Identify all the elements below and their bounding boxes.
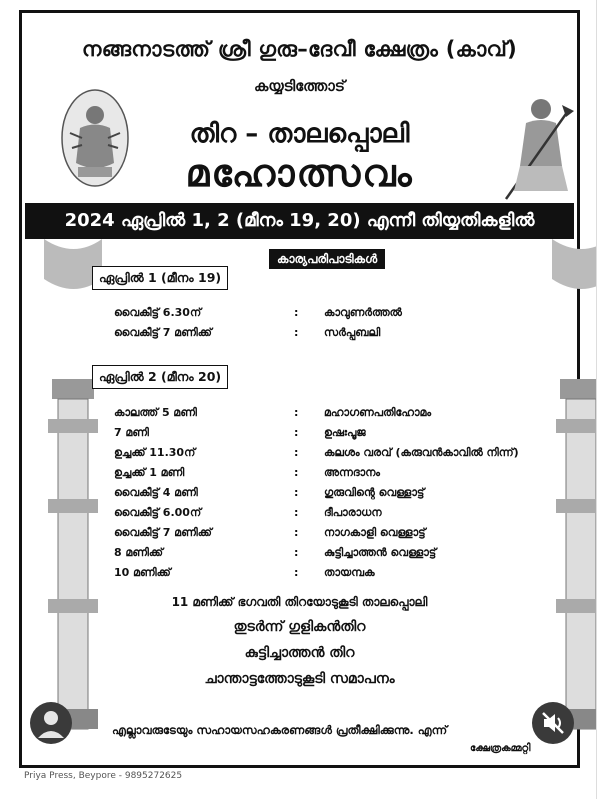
row-event: ഗുരുവിന്റെ വെള്ളാട്ട്	[324, 486, 425, 499]
day2-row	[114, 404, 544, 422]
temple-title: നങ്ങനാടത്ത് ശ്രീ ഗുരു–ദേവീ ക്ഷേത്രം (കാവ്)	[81, 37, 518, 61]
speaker-muted-icon[interactable]	[532, 702, 574, 744]
day2-row	[114, 564, 544, 582]
row-event: മഹാഗണപതിഹോമം	[324, 406, 432, 419]
day2-row	[114, 544, 544, 562]
row-colon: :	[294, 506, 299, 519]
row-event: ദീപാരാധന	[324, 506, 382, 519]
row-colon: :	[294, 306, 299, 319]
day1-label: ഏപ്രിൽ 1 (മീനം 19)	[92, 266, 228, 290]
festival-main-title: മഹോത്സവം	[185, 151, 414, 195]
footer-signature: ക്ഷേത്രകമ്മറ്റി	[470, 743, 531, 754]
closing-line-4: ചാന്താട്ടത്തോടുകൂടി സമാപനം	[204, 671, 395, 687]
day1-row	[114, 304, 544, 322]
user-avatar-icon[interactable]	[30, 702, 72, 744]
day2-row	[114, 424, 544, 442]
row-time: കാലത്ത് 5 മണി	[114, 406, 197, 419]
row-event: നാഗകാളി വെള്ളാട്ട്	[324, 526, 426, 539]
row-colon: :	[294, 326, 299, 339]
row-time: വൈകീട്ട് 7 മണിക്ക്	[114, 526, 212, 539]
row-event: തായമ്പക	[324, 566, 375, 579]
programs-label: കാര്യപരിപാടികൾ	[269, 249, 385, 269]
row-event: കുട്ടിച്ചാത്തൻ വെള്ളാട്ട്	[324, 546, 437, 559]
closing-line-1: 11 മണിക്ക് ഭഗവതി തിറയോടുകൂടി താലപ്പൊലി	[171, 595, 428, 609]
temple-place: കയ്യടിത്തോട്	[254, 77, 345, 95]
row-colon: :	[294, 526, 299, 539]
day2-row	[114, 524, 544, 542]
row-time: 8 മണിക്ക്	[114, 546, 164, 559]
day2-row	[114, 484, 544, 502]
decorative-pillar-left	[44, 239, 102, 769]
row-colon: :	[294, 426, 299, 439]
row-time: ഉച്ചക്ക് 11.30ന്	[114, 446, 196, 459]
date-band: 2024 ഏപ്രിൽ 1, 2 (മീനം 19, 20) എന്നീ തിയ്യതികളിൽ	[25, 203, 574, 239]
row-event: കാവുണർത്തൽ	[324, 306, 402, 319]
shiva-illustration	[496, 91, 586, 201]
poster-frame	[19, 10, 580, 768]
press-credit: Priya Press, Beypore - 9895272625	[24, 771, 183, 781]
day2-row	[114, 444, 544, 462]
footer-note: എല്ലാവരുടേയും സഹായസഹകരണങ്ങൾ പ്രതീക്ഷിക്കുന്നു. എന്ന്	[112, 723, 448, 737]
row-time: 10 മണിക്ക്	[114, 566, 171, 579]
festival-subtitle: തിറ – താലപ്പൊലി	[189, 119, 410, 149]
day2-label: ഏപ്രിൽ 2 (മീനം 20)	[92, 365, 228, 389]
row-colon: :	[294, 406, 299, 419]
row-event: സർപ്പബലി	[324, 326, 381, 339]
closing-line-3: കുട്ടിച്ചാത്തൻ തിറ	[244, 645, 355, 661]
row-time: വൈകീട്ട് 6.30ന്	[114, 306, 202, 319]
day1-row	[114, 324, 544, 342]
day2-row	[114, 504, 544, 522]
row-colon: :	[294, 566, 299, 579]
day2-row	[114, 464, 544, 482]
row-time: വൈകീട്ട് 6.00ന്	[114, 506, 202, 519]
row-event: കലശം വരവ് (കരുവൻകാവിൽ നിന്ന്)	[324, 446, 519, 459]
row-colon: :	[294, 546, 299, 559]
row-event: അന്നദാനം	[324, 466, 381, 479]
row-time: വൈകീട്ട് 7 മണിക്ക്	[114, 326, 212, 339]
row-time: 7 മണി	[114, 426, 149, 439]
row-colon: :	[294, 466, 299, 479]
row-colon: :	[294, 486, 299, 499]
row-colon: :	[294, 446, 299, 459]
row-time: വൈകീട്ട് 4 മണി	[114, 486, 198, 499]
row-time: ഉച്ചക്ക് 1 മണി	[114, 466, 185, 479]
goddess-illustration	[60, 83, 130, 188]
row-event: ഉഷഃപൂജ	[324, 426, 366, 439]
adjacent-page-edge	[596, 0, 610, 799]
closing-line-2: തുടർന്ന് ഗുളികൻതിറ	[233, 619, 366, 635]
